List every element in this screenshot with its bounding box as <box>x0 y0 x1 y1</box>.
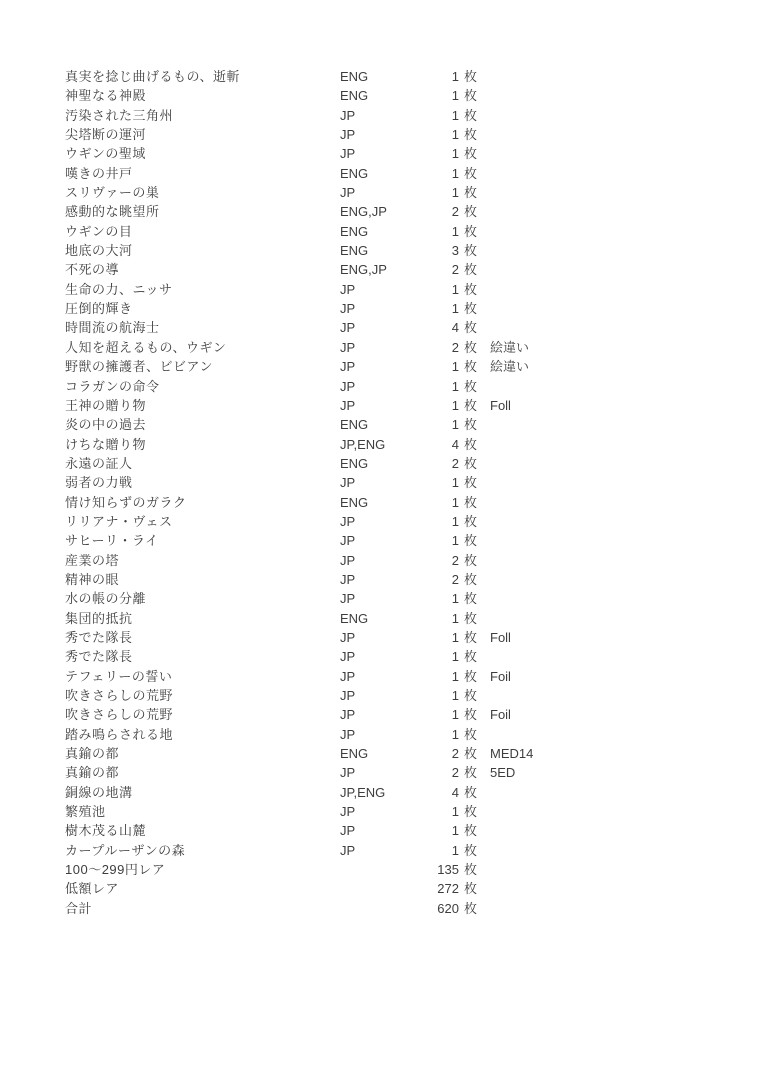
card-count-unit: 枚 <box>463 165 477 181</box>
list-item <box>0 241 764 260</box>
card-count-number: 1 <box>451 417 459 433</box>
card-count-unit: 枚 <box>463 571 477 587</box>
card-name: 炎の中の過去 <box>65 417 147 433</box>
card-count-unit: 枚 <box>463 339 477 355</box>
card-note: Foil <box>490 668 511 684</box>
card-name: 繁殖池 <box>65 804 106 820</box>
card-count-unit: 枚 <box>463 765 477 781</box>
card-count-number: 1 <box>451 146 459 162</box>
card-count-unit: 枚 <box>463 69 477 84</box>
card-note: 絵違い <box>490 359 530 375</box>
card-count-number: 135 <box>437 862 459 878</box>
card-count-number: 1 <box>451 668 459 684</box>
card-count-number: 1 <box>451 591 459 607</box>
card-language: JP <box>340 804 356 820</box>
list-item <box>0 802 764 821</box>
card-count-unit: 枚 <box>463 900 477 916</box>
card-name: 銅線の地溝 <box>65 784 133 800</box>
card-name: 嘆きの井戸 <box>65 165 133 181</box>
card-count-unit: 枚 <box>463 649 477 665</box>
card-count-number: 1 <box>451 127 459 143</box>
card-name: 永遠の証人 <box>65 455 133 471</box>
card-name: 人知を超えるもの、ウギン <box>65 339 227 355</box>
card-count <box>390 667 477 686</box>
card-name: 不死の導 <box>65 262 120 278</box>
list-item <box>0 551 764 570</box>
card-count-number: 1 <box>451 378 459 394</box>
list-item <box>0 841 764 860</box>
card-count-number: 1 <box>451 165 459 181</box>
card-count-number: 1 <box>451 707 459 723</box>
list-item <box>0 763 764 782</box>
list-item <box>0 144 764 163</box>
card-language: JP <box>340 513 356 529</box>
card-language: ENG <box>340 746 369 762</box>
card-name: 真実を捻じ曲げるもの、逝斬 <box>65 69 240 84</box>
list-item <box>0 377 764 396</box>
card-name: 感動的な眺望所 <box>65 204 160 220</box>
card-language: JP <box>340 823 356 839</box>
card-count <box>390 299 477 318</box>
card-count-number: 620 <box>437 900 459 916</box>
card-count-unit: 枚 <box>463 842 477 858</box>
card-count-unit: 枚 <box>463 533 477 549</box>
list-item <box>0 260 764 279</box>
list-item <box>0 299 764 318</box>
card-count-unit: 枚 <box>463 494 477 510</box>
card-count <box>390 744 477 763</box>
card-count <box>390 454 477 473</box>
card-note: 絵違い <box>490 339 530 355</box>
card-count-unit: 枚 <box>463 146 477 162</box>
card-count-unit: 枚 <box>463 436 477 452</box>
list-item <box>0 222 764 241</box>
card-count-number: 272 <box>437 881 459 897</box>
card-language: JP <box>340 127 356 143</box>
card-list <box>0 67 764 918</box>
list-item <box>0 744 764 763</box>
list-item <box>0 531 764 550</box>
card-count <box>390 357 477 376</box>
card-count-unit: 枚 <box>463 185 477 201</box>
card-count-number: 1 <box>451 629 459 645</box>
card-language: JP <box>340 397 356 413</box>
card-language: JP <box>340 668 356 684</box>
card-language: JP <box>340 281 356 297</box>
card-count-unit: 枚 <box>463 726 477 742</box>
list-item <box>0 183 764 202</box>
card-language: JP <box>340 359 356 375</box>
list-item <box>0 473 764 492</box>
card-count-number: 4 <box>451 784 459 800</box>
card-count-unit: 枚 <box>463 784 477 800</box>
card-count-number: 2 <box>451 262 459 278</box>
card-note: Foll <box>490 629 511 645</box>
card-name: 合計 <box>65 900 93 916</box>
card-language: JP,ENG <box>340 784 386 800</box>
list-item <box>0 686 764 705</box>
card-language: JP,ENG <box>340 436 386 452</box>
card-count <box>390 106 477 125</box>
card-count-unit: 枚 <box>463 591 477 607</box>
card-count-unit: 枚 <box>463 707 477 723</box>
card-language: JP <box>340 320 356 336</box>
card-count <box>390 396 477 415</box>
card-count-unit: 枚 <box>463 455 477 471</box>
card-language: ENG <box>340 610 369 626</box>
card-language: ENG,JP <box>340 262 387 278</box>
card-count-number: 1 <box>451 513 459 529</box>
list-item <box>0 125 764 144</box>
card-name: 吹きさらしの荒野 <box>65 688 174 703</box>
card-name: スリヴァーの巣 <box>65 185 160 201</box>
card-count <box>390 318 477 337</box>
card-count-unit: 枚 <box>463 107 477 123</box>
card-count-unit: 枚 <box>463 127 477 143</box>
card-name: 踏み鳴らされる地 <box>65 726 174 742</box>
card-name: 弱者の力戦 <box>65 475 133 491</box>
card-count-unit: 枚 <box>463 475 477 491</box>
list-item <box>0 67 764 86</box>
card-count <box>390 763 477 782</box>
card-count-number: 1 <box>451 107 459 123</box>
card-count-unit: 枚 <box>463 281 477 297</box>
card-count <box>390 377 477 396</box>
card-count <box>390 821 477 840</box>
card-count-number: 1 <box>451 475 459 491</box>
card-count <box>390 415 477 434</box>
card-count-number: 1 <box>451 301 459 317</box>
card-count <box>390 435 477 454</box>
card-count <box>390 609 477 628</box>
card-language: JP <box>340 339 356 355</box>
card-count-number: 1 <box>451 610 459 626</box>
card-count-number: 2 <box>451 204 459 220</box>
card-count-number: 1 <box>451 69 459 84</box>
card-count-unit: 枚 <box>463 552 477 568</box>
card-count <box>390 241 477 260</box>
card-count <box>390 705 477 724</box>
card-name: 尖塔断の運河 <box>65 127 147 143</box>
card-count <box>390 222 477 241</box>
list-item <box>0 86 764 105</box>
card-count <box>390 860 477 879</box>
card-count <box>390 512 477 531</box>
card-count-unit: 枚 <box>463 223 477 239</box>
list-item <box>0 725 764 744</box>
card-language: ENG <box>340 165 369 181</box>
card-name: テフェリーの誓い <box>65 668 173 684</box>
list-item <box>0 396 764 415</box>
card-note: 5ED <box>490 765 516 781</box>
card-count-unit: 枚 <box>463 688 477 703</box>
card-count-number: 4 <box>451 436 459 452</box>
card-count <box>390 686 477 705</box>
list-item <box>0 318 764 337</box>
card-count-unit: 枚 <box>463 320 477 336</box>
card-note: Foil <box>490 707 511 723</box>
card-name: 真鍮の都 <box>65 746 120 762</box>
card-language: JP <box>340 533 356 549</box>
card-count-unit: 枚 <box>463 243 477 259</box>
list-item <box>0 570 764 589</box>
card-count-number: 1 <box>451 185 459 201</box>
card-count <box>390 164 477 183</box>
list-item <box>0 454 764 473</box>
card-count-unit: 枚 <box>463 204 477 220</box>
card-count-number: 1 <box>451 88 459 104</box>
card-language: ENG <box>340 243 369 259</box>
card-name: 産業の塔 <box>65 552 120 568</box>
card-count-unit: 枚 <box>463 417 477 433</box>
card-count-number: 1 <box>451 823 459 839</box>
card-language: ENG <box>340 455 369 471</box>
card-count-unit: 枚 <box>463 823 477 839</box>
list-item <box>0 628 764 647</box>
card-count-number: 2 <box>451 765 459 781</box>
card-name: ウギンの目 <box>65 223 133 239</box>
card-name: 水の帳の分離 <box>65 591 147 607</box>
card-name: 地底の大河 <box>65 243 133 259</box>
card-language: JP <box>340 649 356 665</box>
card-count <box>390 183 477 202</box>
list-item <box>0 435 764 454</box>
list-item <box>0 899 764 918</box>
card-name: 情け知らずのガラク <box>65 494 187 510</box>
list-item <box>0 647 764 666</box>
card-name: 100〜299円レア <box>65 862 166 878</box>
card-name: 神聖なる神殿 <box>65 88 147 104</box>
card-name: ウギンの聖域 <box>65 146 146 162</box>
card-count <box>390 841 477 860</box>
list-item <box>0 705 764 724</box>
card-language: JP <box>340 475 356 491</box>
card-count <box>390 144 477 163</box>
card-language: JP <box>340 185 356 201</box>
card-count-number: 4 <box>451 320 459 336</box>
card-count-unit: 枚 <box>463 746 477 762</box>
card-name: リリアナ・ヴェス <box>65 513 173 529</box>
card-count <box>390 899 477 918</box>
card-name: カープルーザンの森 <box>65 842 186 858</box>
card-count <box>390 589 477 608</box>
card-language: ENG <box>340 69 369 84</box>
card-language: JP <box>340 842 356 858</box>
list-item <box>0 493 764 512</box>
card-count-unit: 枚 <box>463 301 477 317</box>
card-count-number: 1 <box>451 397 459 413</box>
card-count-unit: 枚 <box>463 513 477 529</box>
card-count <box>390 628 477 647</box>
list-item <box>0 589 764 608</box>
list-item <box>0 783 764 802</box>
card-count <box>390 86 477 105</box>
card-count <box>390 67 477 86</box>
card-count <box>390 531 477 550</box>
card-count-number: 1 <box>451 281 459 297</box>
card-count-number: 1 <box>451 359 459 375</box>
card-count <box>390 802 477 821</box>
list-item <box>0 821 764 840</box>
card-language: JP <box>340 571 356 587</box>
card-language: ENG <box>340 223 369 239</box>
card-count <box>390 725 477 744</box>
card-count <box>390 783 477 802</box>
card-language: ENG <box>340 417 369 433</box>
card-note: Foll <box>490 397 511 413</box>
card-count <box>390 473 477 492</box>
card-count-number: 1 <box>451 533 459 549</box>
card-count-number: 1 <box>451 726 459 742</box>
card-count-unit: 枚 <box>463 804 477 820</box>
card-name: 野獣の擁護者、ビビアン <box>65 359 213 375</box>
card-count-unit: 枚 <box>463 668 477 684</box>
card-language: JP <box>340 301 356 317</box>
card-name: 精神の眼 <box>65 571 120 587</box>
card-language: JP <box>340 765 356 781</box>
card-count-number: 1 <box>451 842 459 858</box>
card-language: JP <box>340 707 356 723</box>
card-name: 秀でた隊長 <box>65 629 133 645</box>
card-count-unit: 枚 <box>463 262 477 278</box>
card-language: JP <box>340 688 356 703</box>
card-count <box>390 493 477 512</box>
list-item <box>0 280 764 299</box>
card-count-number: 1 <box>451 804 459 820</box>
card-language: JP <box>340 378 356 394</box>
list-item <box>0 164 764 183</box>
card-count <box>390 647 477 666</box>
card-name: 低額レア <box>65 881 120 897</box>
card-name: 圧倒的輝き <box>65 301 133 317</box>
card-count-number: 1 <box>451 223 459 239</box>
list-item <box>0 609 764 628</box>
card-name: サヒーリ・ライ <box>65 533 159 549</box>
card-name: 吹きさらしの荒野 <box>65 707 174 723</box>
card-count-number: 1 <box>451 494 459 510</box>
list-item <box>0 879 764 898</box>
card-count-unit: 枚 <box>463 629 477 645</box>
card-name: 汚染された三角州 <box>65 107 174 123</box>
card-language: JP <box>340 726 356 742</box>
card-name: 秀でた隊長 <box>65 649 133 665</box>
card-count <box>390 570 477 589</box>
card-note: MED14 <box>490 746 534 762</box>
list-item <box>0 860 764 879</box>
card-count-number: 3 <box>451 243 459 259</box>
card-count-unit: 枚 <box>463 881 477 897</box>
card-count <box>390 202 477 221</box>
card-count <box>390 260 477 279</box>
card-language: ENG <box>340 494 369 510</box>
card-count-number: 2 <box>451 571 459 587</box>
card-count-number: 1 <box>451 688 459 703</box>
card-language: JP <box>340 107 356 123</box>
card-language: JP <box>340 629 356 645</box>
card-count <box>390 280 477 299</box>
card-count <box>390 338 477 357</box>
card-language: ENG,JP <box>340 204 387 220</box>
card-language: JP <box>340 146 356 162</box>
card-count <box>390 125 477 144</box>
list-item <box>0 415 764 434</box>
card-count-unit: 枚 <box>463 378 477 394</box>
list-item <box>0 106 764 125</box>
list-item <box>0 357 764 376</box>
card-name: 真鍮の都 <box>65 765 120 781</box>
card-count <box>390 551 477 570</box>
card-count-unit: 枚 <box>463 862 477 878</box>
card-language: JP <box>340 552 356 568</box>
card-count-unit: 枚 <box>463 88 477 104</box>
card-count-unit: 枚 <box>463 610 477 626</box>
card-language: ENG <box>340 88 369 104</box>
list-item <box>0 338 764 357</box>
card-count-number: 2 <box>451 455 459 471</box>
card-count-number: 1 <box>451 649 459 665</box>
card-name: 時間流の航海士 <box>65 320 160 336</box>
card-name: コラガンの命令 <box>65 378 160 394</box>
card-count-unit: 枚 <box>463 397 477 413</box>
list-item <box>0 512 764 531</box>
card-name: 生命の力、ニッサ <box>65 281 173 297</box>
list-item <box>0 667 764 686</box>
card-count-number: 2 <box>451 552 459 568</box>
card-count-number: 2 <box>451 339 459 355</box>
card-name: 樹木茂る山麓 <box>65 823 147 839</box>
card-count <box>390 879 477 898</box>
card-language: JP <box>340 591 356 607</box>
card-name: 王神の贈り物 <box>65 397 147 413</box>
card-name: 集団的抵抗 <box>65 610 133 626</box>
card-count-unit: 枚 <box>463 359 477 375</box>
list-item <box>0 202 764 221</box>
card-count-number: 2 <box>451 746 459 762</box>
card-name: けちな贈り物 <box>65 436 147 452</box>
